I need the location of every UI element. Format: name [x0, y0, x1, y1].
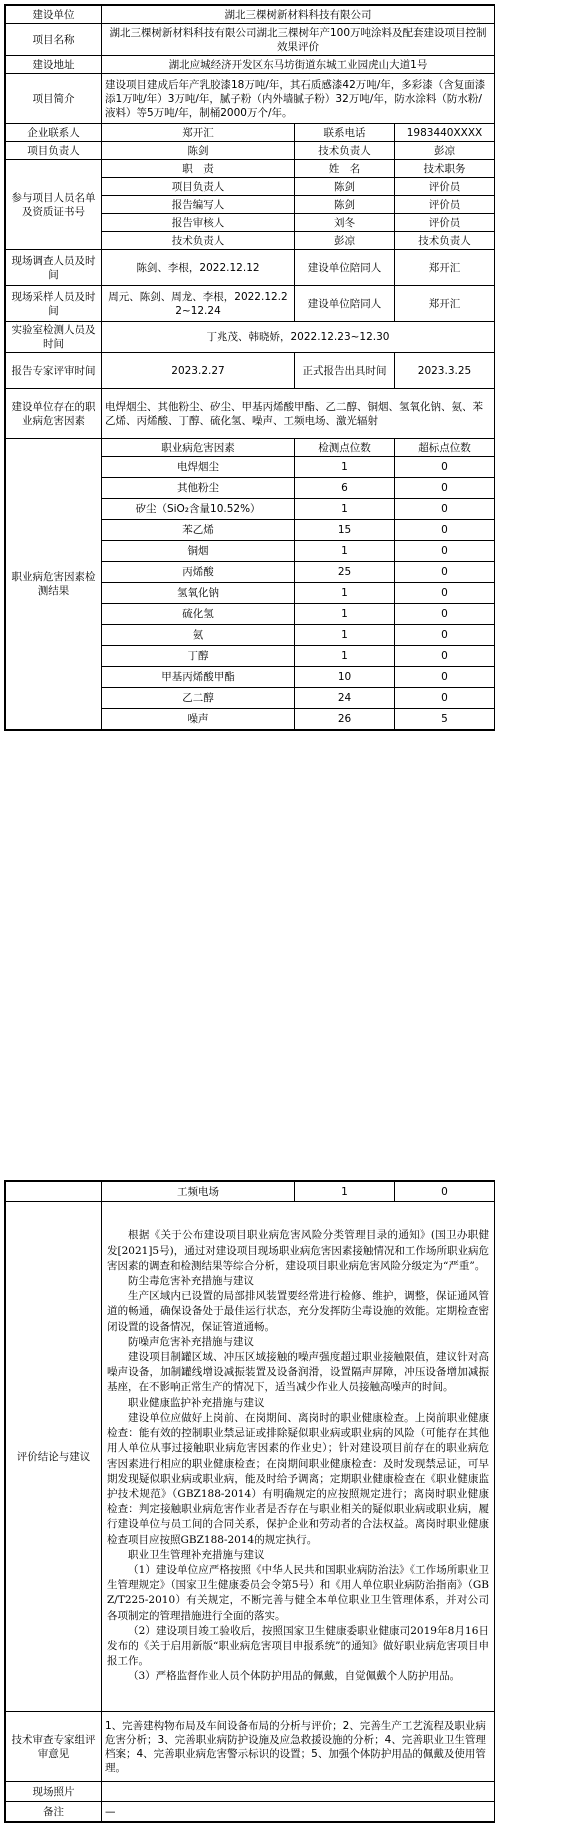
- sampling-value: 周元、陈剑、周龙、李根，2022.12.22~12.24: [102, 286, 295, 322]
- results-header-row: [6, 439, 495, 457]
- summary-value: 建设项目建成后年产乳胶漆18万吨/年，其石质感漆42万吨/年，多彩漆（含复面漆添1万吨/年）3万吨/年，腻子粉（内外墙腻子粉）32万吨/年，防水涂料（防水粉/液料）等5万吨/年，制桶2000万个/年。: [102, 74, 495, 124]
- results-points: 1: [295, 646, 395, 667]
- results-factor: 氢氧化钠: [102, 583, 295, 604]
- conclusion-heading: 职业卫生管理补充措施与建议: [128, 1548, 265, 1561]
- results-factor: 甲基丙烯酸甲酯: [102, 667, 295, 688]
- results-factor: 工频电场: [102, 1182, 295, 1202]
- results-points: 1: [295, 499, 395, 520]
- results-header-points: 检测点位数: [295, 439, 395, 457]
- results-row-continued: [6, 1182, 495, 1202]
- phone-label: 联系电话: [295, 124, 395, 142]
- results-points: 1: [295, 541, 395, 562]
- staff-title: 评价员: [395, 196, 495, 214]
- staff-duty: 报告审核人: [102, 214, 295, 232]
- unit-row: [6, 6, 495, 24]
- conclusion-paragraph: 建设单位应做好上岗前、在岗期间、离岗时的职业健康检查。上岗前职业健康检查：能有效的控制职业禁忌证或排除疑似职业病或职业病的风险（可能存在其他用人单位从事过接触职业病危害因素的作业史）；针对建设项目前存在的职业病危害因素进行相应的职业健康检查；在岗期间职业健康检查：及时发现禁忌证，可早期发现疑似职业病或职业病，能及时给予调离；定期职业健康检查在《职业健康监护技术规范》（GBZ188-2014）有明确规定的应按照规定进行；离岗时职业健康检查：判定接触职业病危害作业者是否存在与职业相关的疑似职业病或职业病，履行建设单位与员工间的合同关系，保护企业和劳动者的合法权益。离岗时职业健康检查项目应按照GBZ188-2014的规定执行。: [107, 1411, 489, 1546]
- conclusion-row: [6, 1202, 495, 1712]
- results-points: 1: [295, 1182, 395, 1202]
- sampling-accompany-label: 建设单位陪同人: [295, 286, 395, 322]
- results-exceed: 0: [395, 583, 495, 604]
- phone-value: 1983440XXXX: [395, 124, 495, 142]
- lab-value: 丁兆茂、韩晓娇，2022.12.23~12.30: [102, 322, 495, 353]
- issue-label: 正式报告出具时间: [295, 353, 395, 389]
- conclusion-heading: 职业健康监护补充措施与建议: [128, 1396, 265, 1409]
- staff-title: 评价员: [395, 214, 495, 232]
- summary-label: 项目简介: [6, 74, 102, 124]
- sampling-accompany: 郑开汇: [395, 286, 495, 322]
- sampling-label: 现场采样人员及时间: [6, 286, 102, 322]
- results-factor: 其他粉尘: [102, 478, 295, 499]
- staff-header-duty: 职 责: [102, 160, 295, 178]
- results-exceed: 0: [395, 478, 495, 499]
- expert-value: 1、完善建构物布局及车间设备布局的分析与评价；2、完善生产工艺流程及职业病危害分析；3、完善职业病防护设施及应急救援设施的分析；4、完善职业卫生管理档案；4、完善职业病危害警示标识的设置；5、加强个体防护用品的佩戴及使用管理。: [102, 1712, 495, 1782]
- results-factor: 电焊烟尘: [102, 457, 295, 478]
- results-points: 26: [295, 709, 395, 730]
- conclusion-paragraph: 生产区域内已设置的局部排风装置要经常进行检修、维护，调整，保证通风管道的畅通，确保设备处于最佳运行状态，充分发挥防尘毒设施的效能。定期检查密闭设置的设备情况，保证管道通畅。: [107, 1290, 489, 1333]
- results-points: 6: [295, 478, 395, 499]
- results-exceed: 0: [395, 520, 495, 541]
- leader-row: [6, 142, 495, 160]
- review-label: 报告专家评审时间: [6, 353, 102, 389]
- review-row: [6, 353, 495, 389]
- remark-value: —: [102, 1802, 495, 1822]
- survey-value: 陈剑、李根，2022.12.12: [102, 250, 295, 286]
- contact-name: 郑开汇: [102, 124, 295, 142]
- report-table-page-2: [4, 1180, 495, 1823]
- survey-row: [6, 250, 495, 286]
- results-exceed: 0: [395, 457, 495, 478]
- survey-label: 现场调查人员及时间: [6, 250, 102, 286]
- address-label: 建设地址: [6, 56, 102, 74]
- results-factor: 苯乙烯: [102, 520, 295, 541]
- results-exceed: 0: [395, 1182, 495, 1202]
- results-exceed: 0: [395, 562, 495, 583]
- summary-row: [6, 74, 495, 124]
- results-points: 1: [295, 583, 395, 604]
- contact-row: [6, 124, 495, 142]
- staff-name: 彭凉: [295, 232, 395, 250]
- results-points: 10: [295, 667, 395, 688]
- results-factor: 铜烟: [102, 541, 295, 562]
- conclusion-label: 评价结论与建议: [6, 1202, 102, 1712]
- photos-row: [6, 1782, 495, 1802]
- basic-info-table: [5, 5, 495, 730]
- results-exceed: 0: [395, 541, 495, 562]
- results-exceed: 0: [395, 646, 495, 667]
- staff-title: 技术负责人: [395, 232, 495, 250]
- conclusion-heading: 防尘毒危害补充措施与建议: [128, 1275, 254, 1288]
- survey-accompany-label: 建设单位陪同人: [295, 250, 395, 286]
- project-name-label: 项目名称: [6, 24, 102, 56]
- project-name-row: [6, 24, 495, 56]
- address-value: 湖北应城经济开发区东马坊街道东城工业园虎山大道1号: [102, 56, 495, 74]
- staff-name: 陈剑: [295, 196, 395, 214]
- results-label-continued: [6, 1182, 102, 1202]
- results-header-factor: 职业病危害因素: [102, 439, 295, 457]
- unit-label: 建设单位: [6, 6, 102, 24]
- staff-title: 评价员: [395, 178, 495, 196]
- conclusion-body: [102, 1202, 495, 1712]
- tech-leader-name: 彭凉: [395, 142, 495, 160]
- results-exceed: 0: [395, 625, 495, 646]
- lab-row: [6, 322, 495, 353]
- staff-duty: 报告编写人: [102, 196, 295, 214]
- results-factor: 矽尘（SiO₂含量10.52%）: [102, 499, 295, 520]
- expert-row: [6, 1712, 495, 1782]
- results-label: 职业病危害因素检测结果: [6, 439, 102, 730]
- conclusion-paragraph: （3）严格监督作业人员个体防护用品的佩戴，自觉佩戴个人防护用品。: [128, 1670, 461, 1683]
- conclusion-heading: 防噪声危害补充措施与建议: [128, 1335, 254, 1348]
- conclusion-paragraph: 建设项目制罐区域、冲压区域接触的噪声强度超过职业接触限值，建议针对高噪声设备，加制罐线增设减振装置及设备润滑，设置隔声屏障，冲压设备增加减振基座，在不影响正常生产的情况下，适当减少作业人员接触高噪声的时间。: [107, 1351, 489, 1394]
- conclusion-paragraph: （1）建设单位应严格按照《中华人民共和国职业病防治法》《工作场所职业卫生管理规定》（国家卫生健康委员会令第5号）和《用人单位职业病防治指南》（GBZ/T225-2010）有关规定，不断完善与健全本单位职业卫生管理体系，并对公司各项制定的管理措施进行全面的落实。: [107, 1563, 489, 1622]
- results-header-exceed: 超标点位数: [395, 439, 495, 457]
- results-points: 1: [295, 625, 395, 646]
- results-exceed: 0: [395, 604, 495, 625]
- survey-accompany: 郑开汇: [395, 250, 495, 286]
- results-exceed: 0: [395, 499, 495, 520]
- conclusion-paragraph: 根据《关于公布建设项目职业病危害风险分类管理目录的通知》(国卫办职健发[2021]5号)，通过对建设项目现场职业病危害因素接触情况和工作场所职业病危害因素的调查和检测结果等综合分析，建设项目职业病危害风险分级定为“严重”。: [107, 1229, 489, 1272]
- results-exceed: 0: [395, 667, 495, 688]
- sampling-row: [6, 286, 495, 322]
- results-factor: 丁醇: [102, 646, 295, 667]
- leader-name: 陈剑: [102, 142, 295, 160]
- contact-label: 企业联系人: [6, 124, 102, 142]
- results-factor: 乙二醇: [102, 688, 295, 709]
- report-table-page-1: [4, 4, 495, 731]
- review-value: 2023.2.27: [102, 353, 295, 389]
- staff-header-title: 技术职务: [395, 160, 495, 178]
- lab-label: 实验室检测人员及时间: [6, 322, 102, 353]
- results-factor: 丙烯酸: [102, 562, 295, 583]
- hazards-row: [6, 389, 495, 439]
- staff-name: 刘冬: [295, 214, 395, 232]
- results-factor: 硫化氢: [102, 604, 295, 625]
- conclusion-table: [5, 1181, 495, 1822]
- results-points: 25: [295, 562, 395, 583]
- staff-duty: 技术负责人: [102, 232, 295, 250]
- project-name-value: 湖北三棵树新材料科技有限公司湖北三棵树年产100万吨涂料及配套建设项目控制效果评价: [102, 24, 495, 56]
- tech-leader-label: 技术负责人: [295, 142, 395, 160]
- staff-duty: 项目负责人: [102, 178, 295, 196]
- results-points: 1: [295, 457, 395, 478]
- hazards-label: 建设单位存在的职业病危害因素: [6, 389, 102, 439]
- leader-label: 项目负责人: [6, 142, 102, 160]
- results-factor: 噪声: [102, 709, 295, 730]
- results-factor: 氨: [102, 625, 295, 646]
- photos-label: 现场照片: [6, 1782, 102, 1802]
- remark-row: [6, 1802, 495, 1822]
- staff-header-name: 姓 名: [295, 160, 395, 178]
- results-exceed: 0: [395, 688, 495, 709]
- staff-label: 参与项目人员名单及资质证书号: [6, 160, 102, 250]
- photos-value: [102, 1782, 495, 1802]
- unit-value: 湖北三棵树新材料科技有限公司: [102, 6, 495, 24]
- staff-name: 陈剑: [295, 178, 395, 196]
- staff-header-row: [6, 160, 495, 178]
- address-row: [6, 56, 495, 74]
- results-exceed: 5: [395, 709, 495, 730]
- page-gap: [0, 1165, 575, 1175]
- conclusion-paragraph: （2）建设项目竣工验收后，按照国家卫生健康委职业健康司2019年8月16日发布的《关于启用新版“职业病危害项目申报系统”的通知》做好职业病危害项目申报工作。: [107, 1624, 489, 1668]
- results-points: 15: [295, 520, 395, 541]
- results-points: 24: [295, 688, 395, 709]
- issue-value: 2023.3.25: [395, 353, 495, 389]
- remark-label: 备注: [6, 1802, 102, 1822]
- hazards-value: 电焊烟尘、其他粉尘、矽尘、甲基丙烯酸甲酯、乙二醇、铜烟、氢氧化钠、氨、苯乙烯、丙烯酸、丁醇、硫化氢、噪声、工频电场、激光辐射: [102, 389, 495, 439]
- expert-label: 技术审查专家组评审意见: [6, 1712, 102, 1782]
- results-points: 1: [295, 604, 395, 625]
